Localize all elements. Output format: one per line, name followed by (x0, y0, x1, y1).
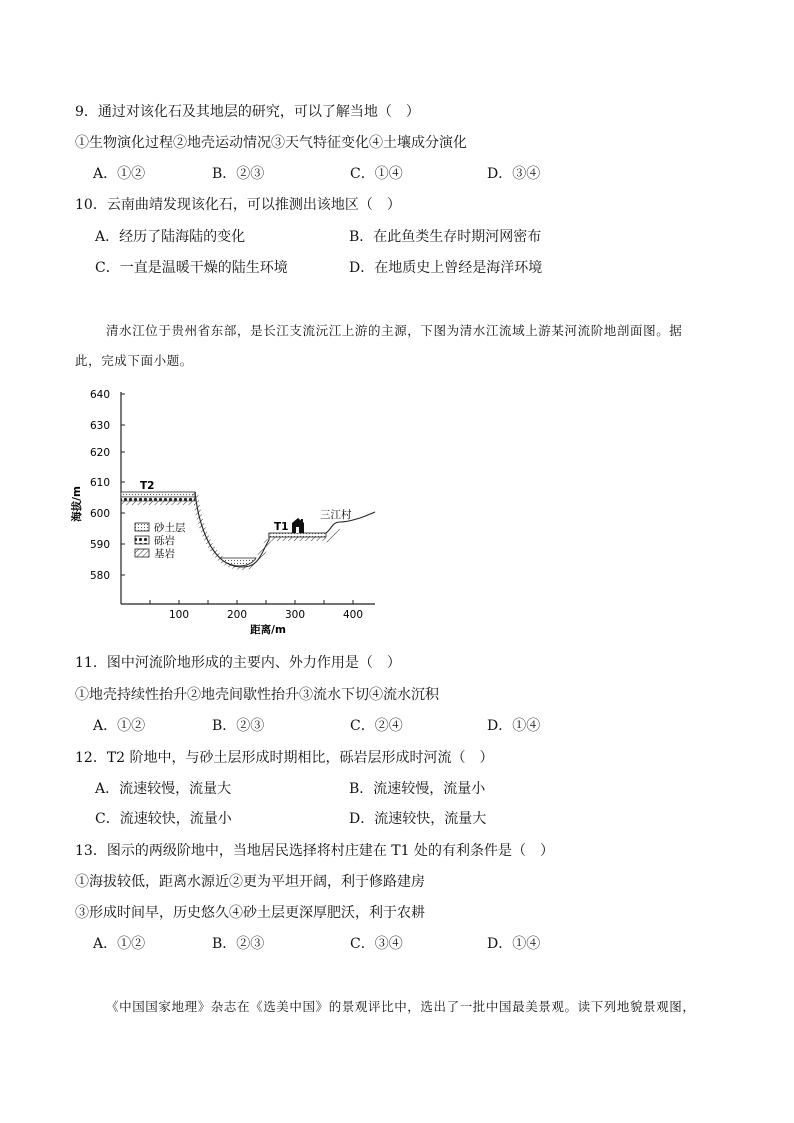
legend-label-bedrock: 基岩 (154, 548, 175, 560)
y-tick-630: 630 (89, 420, 110, 432)
t2-sand-layer (121, 492, 195, 497)
t1-bedrock (269, 537, 326, 541)
terrace-t2-label: T2 (140, 480, 155, 492)
y-tick-610: 610 (89, 477, 110, 489)
q9-stem: 9．通过对该化石及其地层的研究，可以了解当地（ ） (75, 104, 420, 120)
x-tick-100: 100 (168, 609, 190, 621)
y-tick-620: 620 (89, 447, 110, 459)
q12-option-b: B．流速较慢，流量小 (349, 781, 486, 797)
t2-bedrock (121, 501, 195, 505)
terrace-profile-figure (68, 382, 388, 640)
q9-option-d: D．③④ (487, 166, 541, 182)
q13-items-line2: ③形成时间早，历史悠久④砂土层更深厚肥沃，利于农耕 (75, 905, 425, 921)
q9-option-b: B．②③ (212, 166, 265, 182)
q13-option-a: A．①② (93, 936, 146, 952)
q13-items-line1: ①海拔较低，距离水源近②更为平坦开阔，利于修路建房 (75, 874, 425, 890)
x-tick-200: 200 (226, 609, 248, 621)
legend (135, 521, 186, 560)
legend-swatch-bedrock (135, 549, 149, 557)
valley-bedrock (195, 492, 269, 567)
terrace-t1-label: T1 (274, 521, 289, 533)
q10-option-d: D．在地质史上曾经是海洋环境 (349, 260, 543, 276)
q13-stem: 13．图示的两级阶地中，当地居民选择将村庄建在 T1 处的有利条件是（ ） (75, 843, 554, 859)
q9-option-c: C．①④ (350, 166, 403, 182)
intro2-line1: 《中国国家地理》杂志在《选美中国》的景观评比中，选出了一批中国最美景观。读下列地貌景观图， (106, 999, 696, 1014)
q13-option-c: C．③④ (350, 936, 403, 952)
y-tick-580: 580 (89, 570, 110, 582)
q9-items: ①生物演化过程②地壳运动情况③天气特征变化④土壤成分演化 (75, 135, 467, 151)
q10-stem: 10．云南曲靖发现该化石，可以推测出该地区（ ） (75, 197, 401, 213)
x-axis-label: 距离/m (250, 624, 286, 636)
q12-option-c: C．流速较快，流量小 (95, 811, 232, 827)
q11-option-c: C．②④ (350, 718, 403, 734)
q13-option-d: D．①④ (487, 936, 541, 952)
q11-option-b: B．②③ (212, 718, 265, 734)
q10-option-b: B．在此鱼类生存时期河网密布 (349, 229, 542, 245)
q11-option-d: D．①④ (487, 718, 541, 734)
legend-swatch-sand (135, 523, 149, 531)
q11-items: ①地壳持续性抬升②地壳间歇性抬升③流水下切④流水沉积 (75, 687, 439, 703)
y-tick-600: 600 (89, 508, 110, 520)
y-tick-590: 590 (89, 539, 110, 551)
t1-sand-layer (269, 533, 326, 537)
q12-option-d: D．流速较快，流量大 (349, 811, 487, 827)
t2-gravel-layer (121, 497, 195, 501)
legend-swatch-gravel (135, 536, 149, 544)
q11-option-a: A．①② (93, 718, 146, 734)
x-tick-400: 400 (342, 609, 364, 621)
legend-label-sand: 砂土层 (154, 522, 186, 534)
y-axis-label: 海拔/m (71, 486, 83, 522)
q12-stem: 12．T2 阶地中，与砂土层形成时期相比，砾岩层形成时河流（ ） (75, 750, 494, 766)
q13-option-b: B．②③ (212, 936, 265, 952)
q12-option-a: A．流速较慢，流量大 (95, 781, 232, 797)
q11-stem: 11．图中河流阶地形成的主要内、外力作用是（ ） (75, 655, 401, 671)
q9-option-a: A．①② (93, 166, 146, 182)
y-tick-640: 640 (89, 389, 110, 401)
house-icon (292, 518, 304, 533)
legend-label-gravel: 砾岩 (154, 535, 175, 547)
x-tick-300: 300 (284, 609, 306, 621)
village-label: 三江村 (320, 509, 352, 521)
q10-option-c: C．一直是温暖干燥的陆生环境 (95, 260, 288, 276)
q10-option-a: A．经历了陆海陆的变化 (95, 229, 246, 245)
intro1-line1: 清水江位于贵州省东部，是长江支流沅江上游的主源，下图为清水江流域上游某河流阶地剖面图。据 (106, 323, 683, 338)
intro1-line2: 此，完成下面小题。 (75, 353, 193, 368)
